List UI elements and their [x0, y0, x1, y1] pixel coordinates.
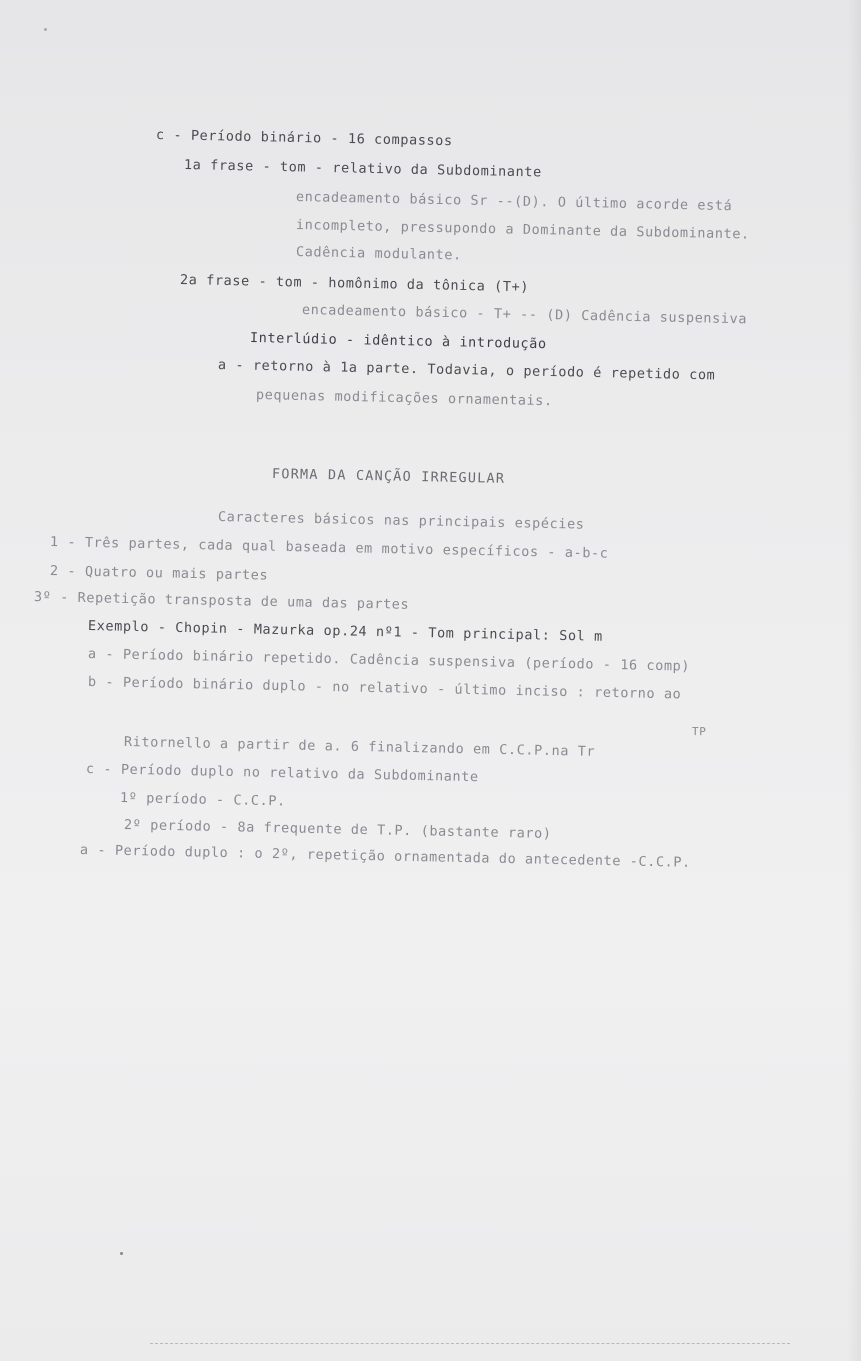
text-line: 1º período - C.C.P.: [119, 790, 286, 810]
paper-speck: [120, 1252, 123, 1255]
text-line: encadeamento básico Sr --(D). O último acorde está: [295, 189, 733, 215]
text-line: 1a frase - tom - relativo da Subdominante: [183, 157, 542, 181]
list-item: 3º - Repetição transposta de uma das partes: [33, 589, 410, 613]
bottom-rule: [150, 1343, 790, 1345]
text-line: c - Período binário - 16 compassos: [155, 127, 453, 150]
paper-speck: [44, 28, 47, 31]
text-line: a - Período duplo : o 2º, repetição ornamentada do antecedente -C.C.P.: [79, 842, 691, 871]
text-line: a - retorno à 1a parte. Todavia, o período é repetido com: [217, 357, 716, 384]
text-line: encadeamento básico - T+ -- (D) Cadência suspensiva: [301, 302, 748, 328]
text-line: c - Período duplo no relativo da Subdominante: [85, 761, 479, 786]
text-line: 2º período - 8a frequente de T.P. (bastante raro): [123, 817, 552, 842]
text-line: TP: [691, 725, 707, 739]
text-line: Exemplo - Chopin - Mazurka op.24 nº1 - Tom principal: Sol m: [87, 618, 603, 645]
text-line: Caracteres básicos nas principais espécies: [217, 509, 585, 533]
paper-edge-shadow: [847, 0, 861, 1361]
list-item: 2 - Quatro ou mais partes: [49, 563, 269, 584]
text-line: 2a frase - tom - homônimo da tônica (T+): [179, 272, 530, 296]
text-line: Ritornello a partir de a. 6 finalizando em C.C.P.na Tr: [123, 734, 596, 760]
section-heading: FORMA DA CANÇÃO IRREGULAR: [271, 466, 506, 487]
text-line: pequenas modificações ornamentais.: [255, 387, 553, 410]
text-line: a - Período binário repetido. Cadência suspensiva (período - 16 comp): [87, 646, 691, 675]
list-item: 1 - Três partes, cada qual baseada em motivo específicos - a-b-c: [49, 534, 609, 562]
text-line: Interlúdio - idêntico à introdução: [249, 330, 547, 353]
text-line: incompleto, pressupondo a Dominante da Subdominante.: [295, 217, 750, 243]
text-line: Cadência modulante.: [295, 244, 462, 264]
text-line: b - Período binário duplo - no relativo - último inciso : retorno ao: [87, 674, 682, 703]
